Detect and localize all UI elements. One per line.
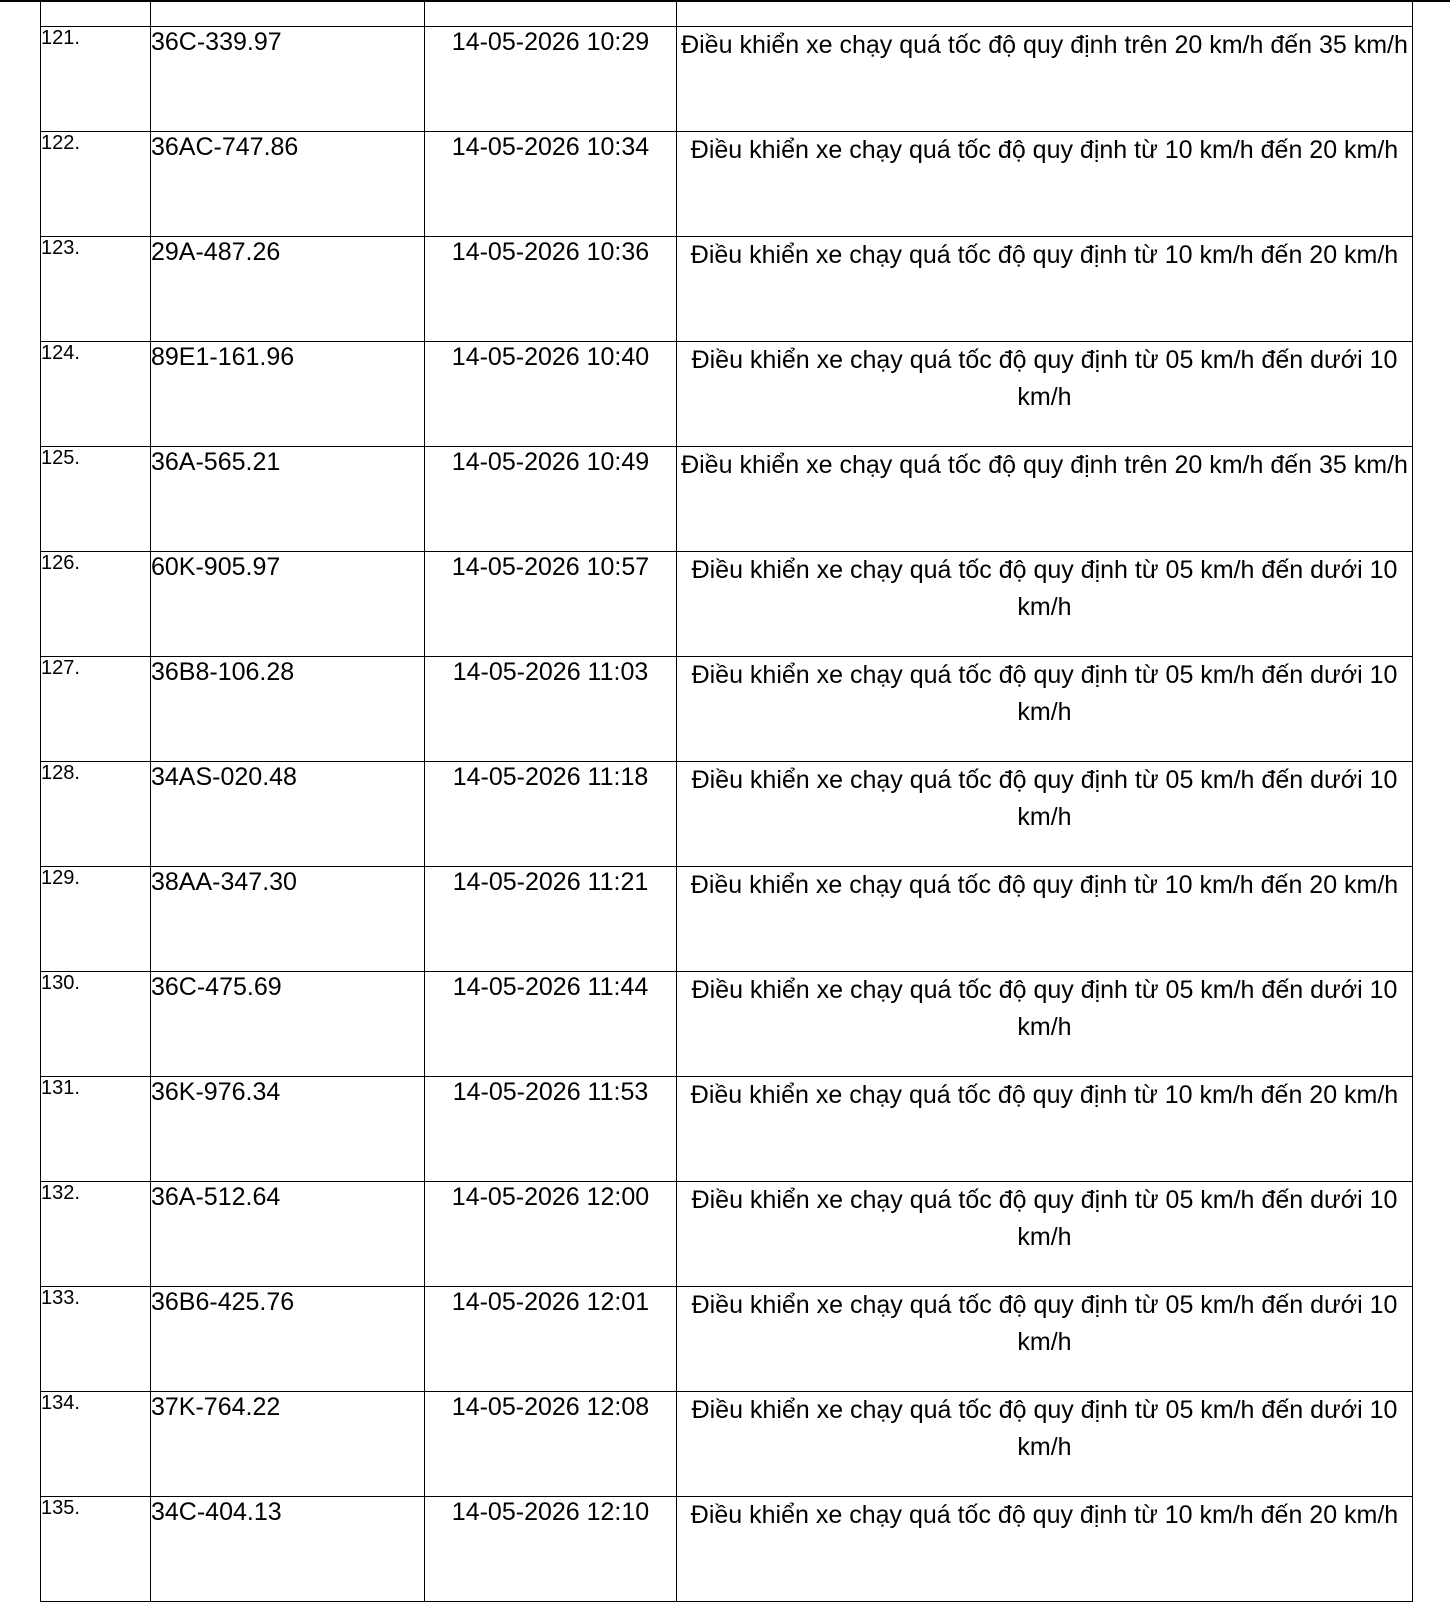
row-number: 129. (41, 867, 151, 972)
violation-time: 14-05-2026 10:40 (425, 342, 677, 447)
table-row (41, 1287, 1413, 1392)
license-plate: 36AC-747.86 (151, 132, 425, 237)
violation-description: Điều khiển xe chạy quá tốc độ quy định từ 05 km/h đến dưới 10 km/h (677, 1392, 1413, 1497)
violation-description: Điều khiển xe chạy quá tốc độ quy định từ 05 km/h đến dưới 10 km/h (677, 762, 1413, 867)
table-row-continued (41, 0, 1413, 27)
stub-cell (41, 0, 151, 27)
violation-description: Điều khiển xe chạy quá tốc độ quy định từ 05 km/h đến dưới 10 km/h (677, 552, 1413, 657)
license-plate: 36B6-425.76 (151, 1287, 425, 1392)
violation-description: Điều khiển xe chạy quá tốc độ quy định từ 10 km/h đến 20 km/h (677, 1077, 1413, 1182)
table-row (41, 1497, 1413, 1602)
table-row (41, 657, 1413, 762)
license-plate: 36K-976.34 (151, 1077, 425, 1182)
stub-cell (677, 0, 1413, 27)
violation-description: Điều khiển xe chạy quá tốc độ quy định từ 05 km/h đến dưới 10 km/h (677, 972, 1413, 1077)
violation-description: Điều khiển xe chạy quá tốc độ quy định từ 05 km/h đến dưới 10 km/h (677, 1287, 1413, 1392)
violation-time: 14-05-2026 10:57 (425, 552, 677, 657)
row-number: 130. (41, 972, 151, 1077)
row-number: 132. (41, 1182, 151, 1287)
row-number: 128. (41, 762, 151, 867)
table-row (41, 867, 1413, 972)
license-plate: 60K-905.97 (151, 552, 425, 657)
violation-description: Điều khiển xe chạy quá tốc độ quy định trên 20 km/h đến 35 km/h (677, 27, 1413, 132)
row-number: 131. (41, 1077, 151, 1182)
row-number: 134. (41, 1392, 151, 1497)
table-row (41, 1392, 1413, 1497)
violation-description: Điều khiển xe chạy quá tốc độ quy định từ 10 km/h đến 20 km/h (677, 132, 1413, 237)
violation-time: 14-05-2026 11:53 (425, 1077, 677, 1182)
table-row (41, 972, 1413, 1077)
violation-description: Điều khiển xe chạy quá tốc độ quy định từ 05 km/h đến dưới 10 km/h (677, 342, 1413, 447)
violation-time: 14-05-2026 12:01 (425, 1287, 677, 1392)
license-plate: 36C-339.97 (151, 27, 425, 132)
violation-description: Điều khiển xe chạy quá tốc độ quy định từ 10 km/h đến 20 km/h (677, 1497, 1413, 1602)
violation-time: 14-05-2026 12:10 (425, 1497, 677, 1602)
violation-time: 14-05-2026 11:18 (425, 762, 677, 867)
license-plate: 36C-475.69 (151, 972, 425, 1077)
violation-time: 14-05-2026 10:34 (425, 132, 677, 237)
violation-description: Điều khiển xe chạy quá tốc độ quy định từ 10 km/h đến 20 km/h (677, 237, 1413, 342)
row-number: 135. (41, 1497, 151, 1602)
violation-description: Điều khiển xe chạy quá tốc độ quy định từ 05 km/h đến dưới 10 km/h (677, 1182, 1413, 1287)
table-row (41, 237, 1413, 342)
row-number: 123. (41, 237, 151, 342)
row-number: 133. (41, 1287, 151, 1392)
stub-cell (151, 0, 425, 27)
table-row (41, 342, 1413, 447)
license-plate: 37K-764.22 (151, 1392, 425, 1497)
violation-description: Điều khiển xe chạy quá tốc độ quy định trên 20 km/h đến 35 km/h (677, 447, 1413, 552)
license-plate: 34C-404.13 (151, 1497, 425, 1602)
violation-time: 14-05-2026 11:03 (425, 657, 677, 762)
table-row (41, 132, 1413, 237)
row-number: 126. (41, 552, 151, 657)
row-number: 121. (41, 27, 151, 132)
row-number: 124. (41, 342, 151, 447)
violation-time: 14-05-2026 10:29 (425, 27, 677, 132)
table-row (41, 552, 1413, 657)
license-plate: 38AA-347.30 (151, 867, 425, 972)
table-row (41, 762, 1413, 867)
violation-time: 14-05-2026 12:08 (425, 1392, 677, 1497)
violation-time: 14-05-2026 11:44 (425, 972, 677, 1077)
license-plate: 36B8-106.28 (151, 657, 425, 762)
license-plate: 34AS-020.48 (151, 762, 425, 867)
row-number: 125. (41, 447, 151, 552)
violation-description: Điều khiển xe chạy quá tốc độ quy định từ 05 km/h đến dưới 10 km/h (677, 657, 1413, 762)
violation-time: 14-05-2026 11:21 (425, 867, 677, 972)
stub-cell (425, 0, 677, 27)
table-row (41, 1182, 1413, 1287)
table-row (41, 1077, 1413, 1182)
row-number: 122. (41, 132, 151, 237)
license-plate: 29A-487.26 (151, 237, 425, 342)
violation-time: 14-05-2026 12:00 (425, 1182, 677, 1287)
violations-table (40, 0, 1413, 1602)
license-plate: 36A-512.64 (151, 1182, 425, 1287)
violation-time: 14-05-2026 10:49 (425, 447, 677, 552)
violation-description: Điều khiển xe chạy quá tốc độ quy định từ 10 km/h đến 20 km/h (677, 867, 1413, 972)
row-number: 127. (41, 657, 151, 762)
license-plate: 36A-565.21 (151, 447, 425, 552)
violation-time: 14-05-2026 10:36 (425, 237, 677, 342)
table-row (41, 27, 1413, 132)
table-row (41, 447, 1413, 552)
license-plate: 89E1-161.96 (151, 342, 425, 447)
